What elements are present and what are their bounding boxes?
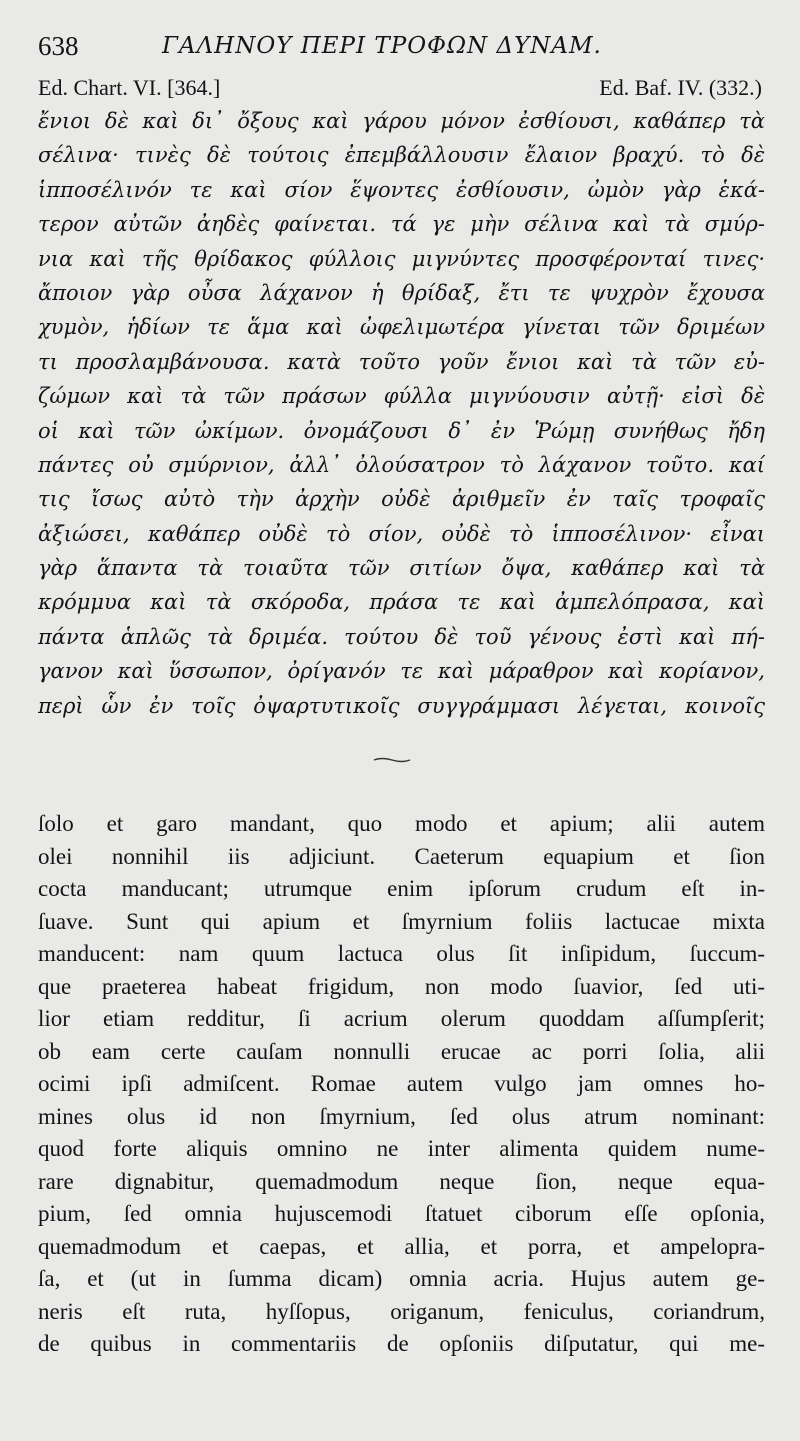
latin-text-line: quod forte aliquis omnino ne inter alimenta quidem nume- <box>38 1136 765 1161</box>
latin-text-line: lior etiam redditur, ſi acrium olerum quoddam aſſumpſerit; <box>38 1006 765 1031</box>
latin-text-line: mines olus id non ſmyrnium, ſed olus atrum nominant: <box>38 1103 765 1129</box>
running-head <box>38 28 762 64</box>
latin-text-line: rare dignabitur, quemadmodum neque ſion, neque equa- <box>38 1168 765 1194</box>
greek-text-line: νια καὶ τῆς θρίδακος φύλλοις μιγνύντες προσφέρονταί τινες· <box>38 246 765 271</box>
latin-text-line: pium, ſed omnia hujuscemodi ſtatuet ciborum eſſe opſonia, <box>38 1201 765 1226</box>
greek-text-line: ἀξιώσει, καθάπερ οὐδὲ τὸ σίον, οὐδὲ τὸ ἱπποσέλινον· εἶναι <box>38 521 765 546</box>
greek-text-line: τις ἴσως αὐτὸ τὴν ἀρχὴν οὐδὲ ἀριθμεῖν ἐν ταῖς τροφαῖς <box>38 487 765 512</box>
greek-text-line: χυμὸν, ἡδίων τε ἅμα καὶ ὠφελιμωτέρα γίνεται τῶν δριμέων <box>38 315 765 340</box>
latin-text-line: quemadmodum et caepas, et allia, et porra, et ampelopra- <box>38 1233 765 1259</box>
latin-text-line: neris eſt ruta, hyſſopus, origanum, feniculus, coriandrum, <box>38 1298 765 1324</box>
latin-text-line: ſolo et garo mandant, quo modo et apium; alii autem <box>38 811 765 836</box>
edition-reference-chart: Ed. Chart. VI. [364.] <box>38 75 221 100</box>
latin-text-line: ocimi ipſi admiſcent. Romae autem vulgo jam omnes ho- <box>38 1071 765 1096</box>
edition-reference-basel: Ed. Baf. IV. (332.) <box>599 75 762 100</box>
section-divider-ornament <box>372 756 412 764</box>
greek-text-line: κρόμμυα καὶ τὰ σκόροδα, πράσα τε καὶ ἀμπελόπρασα, καὶ <box>38 590 765 615</box>
latin-text-line: olei nonnihil iis adjiciunt. Caeterum equapium et ſion <box>38 843 765 869</box>
latin-text-line: manducent: nam quum lactuca olus ſit inſipidum, ſuccum- <box>38 941 765 966</box>
greek-text-line: ἄποιον γὰρ οὖσα λάχανον ἡ θρίδαξ, ἔτι τε ψυχρὸν ἔχουσα <box>38 280 765 305</box>
latin-text-line: ob eam certe cauſam nonnulli erucae ac porri ſolia, alii <box>38 1038 765 1064</box>
greek-text-line: ἔνιοι δὲ καὶ δι᾽ ὄξους καὶ γάρου μόνον ἐσθίουσι, καθάπερ τὰ <box>38 109 765 133</box>
greek-text-block <box>38 104 765 723</box>
greek-text-line: περὶ ὧν ἐν τοῖς ὀψαρτυτικοῖς συγγράμμασι λέγεται, κοινοῖς <box>38 693 765 718</box>
latin-text-line: que praeterea habeat frigidum, non modo ſuavior, ſed uti- <box>38 973 765 999</box>
greek-text-line: ζώμων καὶ τὰ τῶν πράσων φύλλα μιγνύουσιν αὐτῇ· εἰσὶ δὲ <box>38 384 765 409</box>
greek-text-line: οἱ καὶ τῶν ὠκίμων. ὀνομάζουσι δ᾽ ἐν Ῥώμῃ συνήθως ἤδη <box>38 418 765 443</box>
latin-text-line: ſuave. Sunt qui apium et ſmyrnium foliis lactucae mixta <box>38 908 765 934</box>
running-title: ΓΑΛΗΝΟΥ ΠΕΡΙ ΤΡΟΦΩΝ ΔΥΝΑΜ. <box>162 33 602 59</box>
page-number: 638 <box>38 31 79 61</box>
greek-text-line: ἱπποσέλινόν τε καὶ σίον ἕψοντες ἐσθίουσιν, ὠμὸν γὰρ ἑκά- <box>38 177 765 202</box>
greek-text-line: σέλινα· τινὲς δὲ τούτοις ἐπεμβάλλουσιν ἔλαιον βραχύ. τὸ δὲ <box>38 143 765 168</box>
greek-text-line: πάντα ἁπλῶς τὰ δριμέα. τούτου δὲ τοῦ γένους ἐστὶ καὶ πή- <box>38 624 765 649</box>
latin-text-line: ſa, et (ut in ſumma dicam) omnia acria. Hujus autem ge- <box>38 1266 765 1291</box>
latin-text-line: de quibus in commentariis de opſoniis diſputatur, qui me- <box>38 1331 765 1356</box>
greek-text-line: γὰρ ἅπαντα τὰ τοιαῦτα τῶν σιτίων ὄψα, καθάπερ καὶ τὰ <box>38 556 765 581</box>
edition-references <box>38 72 762 104</box>
greek-text-line: τερον αὐτῶν ἀηδὲς φαίνεται. τά γε μὴν σέλινα καὶ τὰ σμύρ- <box>38 212 765 237</box>
greek-text-line: γανον καὶ ὕσσωπον, ὀρίγανόν τε καὶ μάραθρον καὶ κορίανον, <box>38 659 765 684</box>
greek-text-line: πάντες οὐ σμύρνιον, ἀλλ᾽ ὀλούσατρον τὸ λάχανον τοῦτο. καί <box>38 452 765 477</box>
latin-text-line: cocta manducant; utrumque enim ipſorum crudum eſt in- <box>38 876 765 901</box>
greek-text-line: τι προσλαμβάνουσα. κατὰ τοῦτο γοῦν ἔνιοι καὶ τὰ τῶν εὐ- <box>38 349 765 374</box>
latin-text-block <box>38 808 765 1361</box>
